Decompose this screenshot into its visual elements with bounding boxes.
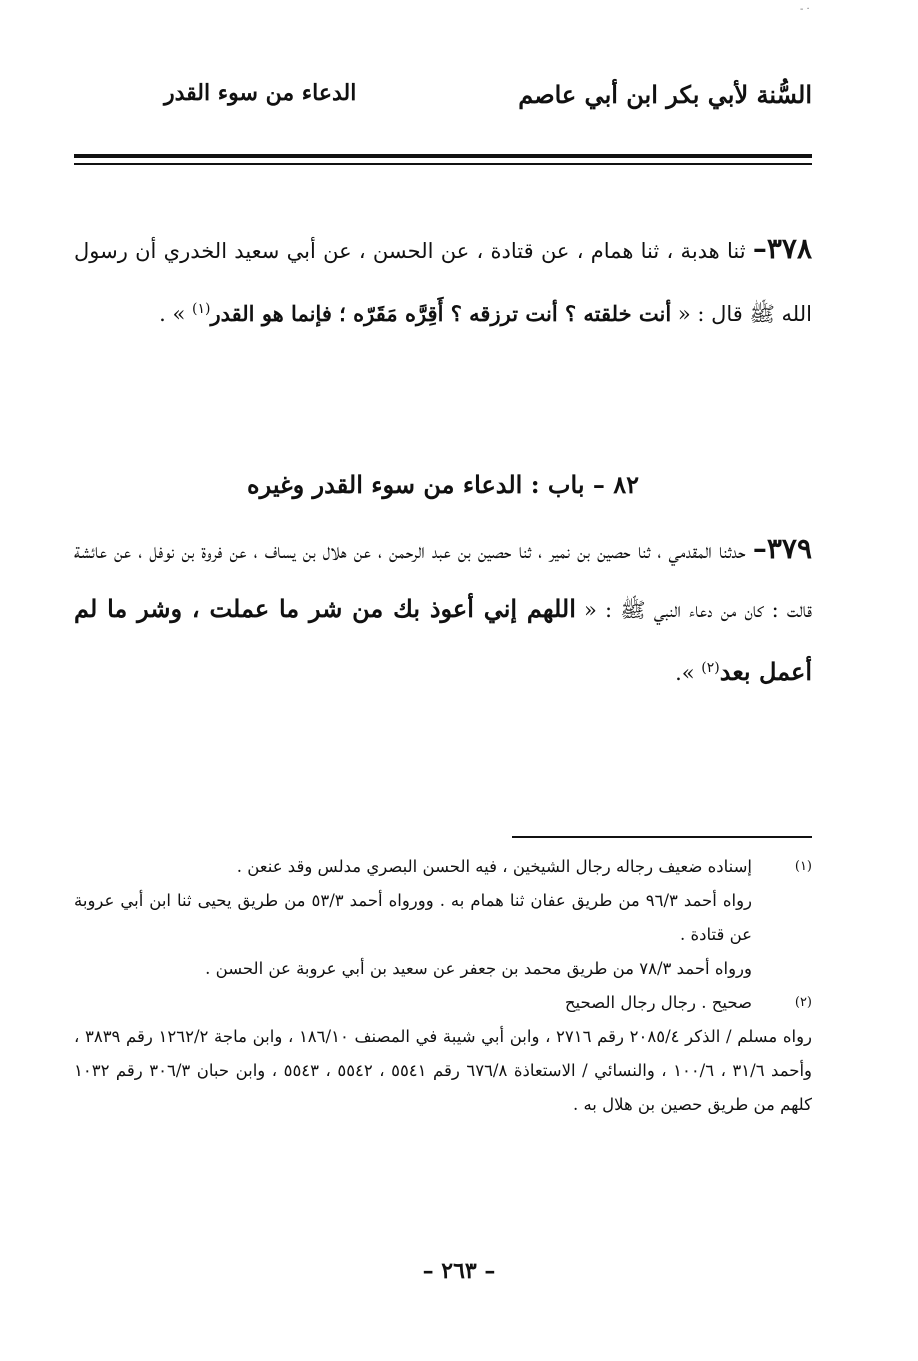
footnote-ref: (١) [192,301,211,317]
hadith-isnad: ثنا هدبة ، ثنا همام ، عن قتادة ، عن الحسن ، عن أبي سعيد الخدري أن رسول الله ﷺ قال : « [74,239,812,326]
footnote-separator [512,836,812,838]
footnote-line: صحيح . رجال رجال الصحيح [564,993,752,1012]
hadith-close: » . [159,302,193,326]
hadith-number: ٣٧٩– [752,532,812,565]
footnote-2 [74,986,812,1122]
footnote-line: ورواه أحمد ٧٨/٣ من طريق محمد بن جعفر عن سعيد بن أبي عروبة عن الحسن . [205,959,752,978]
chapter-heading: ٨٢ – باب : الدعاء من سوء القدر وغيره [247,470,639,499]
hadith-number: ٣٧٨– [752,232,812,265]
header-rule-thin [74,163,812,165]
footnote-line: إسناده ضعيف رجاله رجال الشيخين ، فيه الحسن البصري مدلس وقد عنعن . [236,857,752,876]
hadith-close: ». [675,661,702,685]
chapter-title: الدعاء من سوء القدر [164,80,357,106]
footnote-continuation: رواه مسلم / الذكر ٢٠٨٥/٤ رقم ٢٧١٦ ، وابن أبي شيبة في المصنف ١٨٦/١٠ ، وابن ماجة ١٢٦٢/٢ رقم ٣٨٣٩ ، وأحمد ٣١/٦ ، ١٠٠/٦ ، والنسائي / الاستعاذة ٦٧٦/٨ رقم ٥٥٤١ ، ٥٥٤٢ ، ٥٥٤٣ ، وابن حبان ٣٠٦/٣ رقم ١٠٣٢ كلهم من طريق حصين بن هلال به . [74,1027,813,1114]
footnote-mark: (١) [794,859,812,874]
corner-mark: · - [800,4,810,15]
hadith-quote: أنت خلقته ؟ أنت ترزقه ؟ أَقِرَّه مَقَرّه ؛ فإنما هو القدر [210,301,672,326]
book-title: السُّنة لأبي بكر ابن أبي عاصم [518,80,812,109]
footnote-line: رواه أحمد ٩٦/٣ من طريق عفان ثنا همام به . وورواه أحمد ٥٣/٣ من طريق يحيى ثنا ابن أبي عروبة عن قتادة . [74,891,752,944]
footnote-ref: (٢) [701,660,720,676]
running-header [74,80,812,120]
page-number: – ٢٦٣ – [422,1258,496,1284]
hadith-379 [74,520,812,702]
hadith-isnad: حدثنا المقدمي ، ثنا حصين بن نمير ، ثنا حصين بن عبد الرحمن ، عن هلال بن يساف ، عن فروة بن نوفل ، عن عائشة قالت : كان من دعاء النبي ﷺ : « [74,539,812,622]
header-rule-thick [74,154,812,158]
footnote-mark: (٢) [794,995,812,1010]
hadith-quote: اللهم إني أعوذ بك من شر ما عملت ، وشر ما لم أعمل بعد [74,594,812,686]
footnotes [74,850,812,1122]
footnote-1 [74,850,812,986]
hadith-378 [74,220,812,343]
